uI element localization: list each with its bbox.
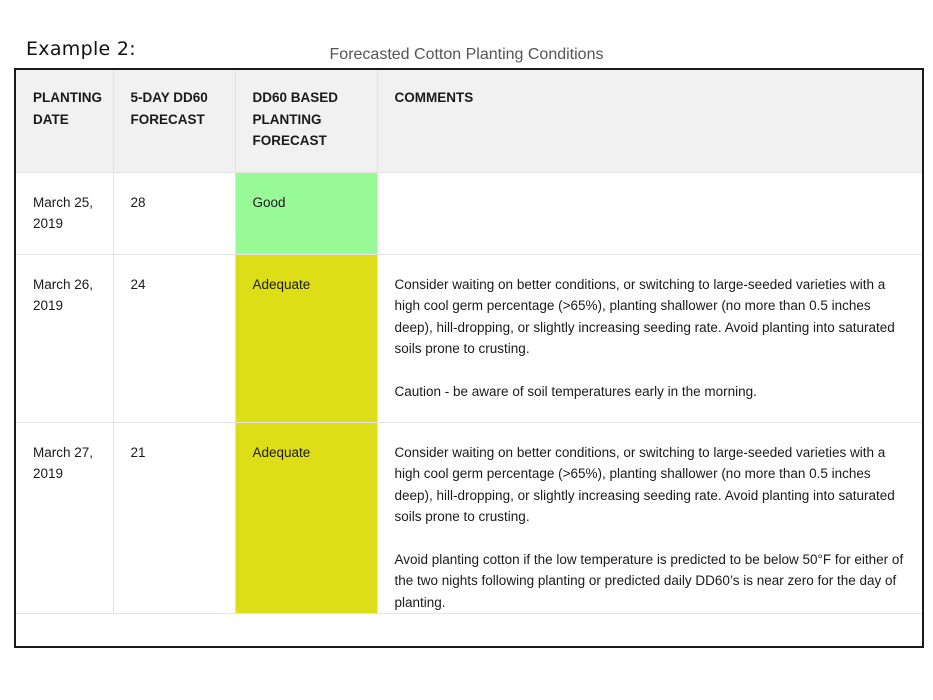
comment-paragraph: Avoid planting cotton if the low temperature is predicted to be below 50°F for either of the two nights following planting or predicted daily DD60’s is near zero for the day of planting. [394, 551, 904, 610]
dd60-forecast-cell: 28 [113, 172, 235, 254]
comment-paragraph: Consider waiting on better conditions, or switching to large-seeded varieties with a high cool germ percentage (>65%), planting shallower (no more than 0.5 inches deep), hill-dropping, or slightly increasing seeding rate. Avoid planting into saturated soils prone to crusting. [394, 444, 895, 524]
planting-date-cell: March 25, 2019 [16, 172, 113, 254]
comments-cell [377, 172, 922, 254]
comment-paragraph: Consider waiting on better conditions, or switching to large-seeded varieties with a high cool germ percentage (>65%), planting shallower (no more than 0.5 inches deep), hill-dropping, or slightly increasing seeding rate. Avoid planting into saturated soils prone to crusting. [394, 276, 895, 356]
comments-cell [377, 254, 922, 422]
table-row [16, 422, 922, 614]
planting-rating-cell: Adequate [235, 422, 377, 614]
planting-conditions-table [16, 70, 922, 614]
table-header-row [16, 70, 922, 172]
table-row [16, 254, 922, 422]
planting-rating-cell: Adequate [235, 254, 377, 422]
table-row [16, 172, 922, 254]
header-planting-forecast: DD60 BASED PLANTING FORECAST [235, 70, 377, 172]
planting-rating-cell: Good [235, 172, 377, 254]
header-comments: COMMENTS [377, 70, 922, 172]
planting-date-cell: March 27, 2019 [16, 422, 113, 614]
comments-cell [377, 422, 922, 614]
comment-paragraph: Caution - be aware of soil temperatures early in the morning. [394, 383, 757, 399]
planting-date-cell: March 26, 2019 [16, 254, 113, 422]
table-frame [14, 68, 924, 648]
dd60-forecast-cell: 24 [113, 254, 235, 422]
example-label: Example 2: [26, 38, 136, 60]
header-dd60-forecast: 5-DAY DD60 FORECAST [113, 70, 235, 172]
header-planting-date: PLANTING DATE [16, 70, 113, 172]
page-title: Forecasted Cotton Planting Conditions [329, 46, 604, 63]
dd60-forecast-cell: 21 [113, 422, 235, 614]
